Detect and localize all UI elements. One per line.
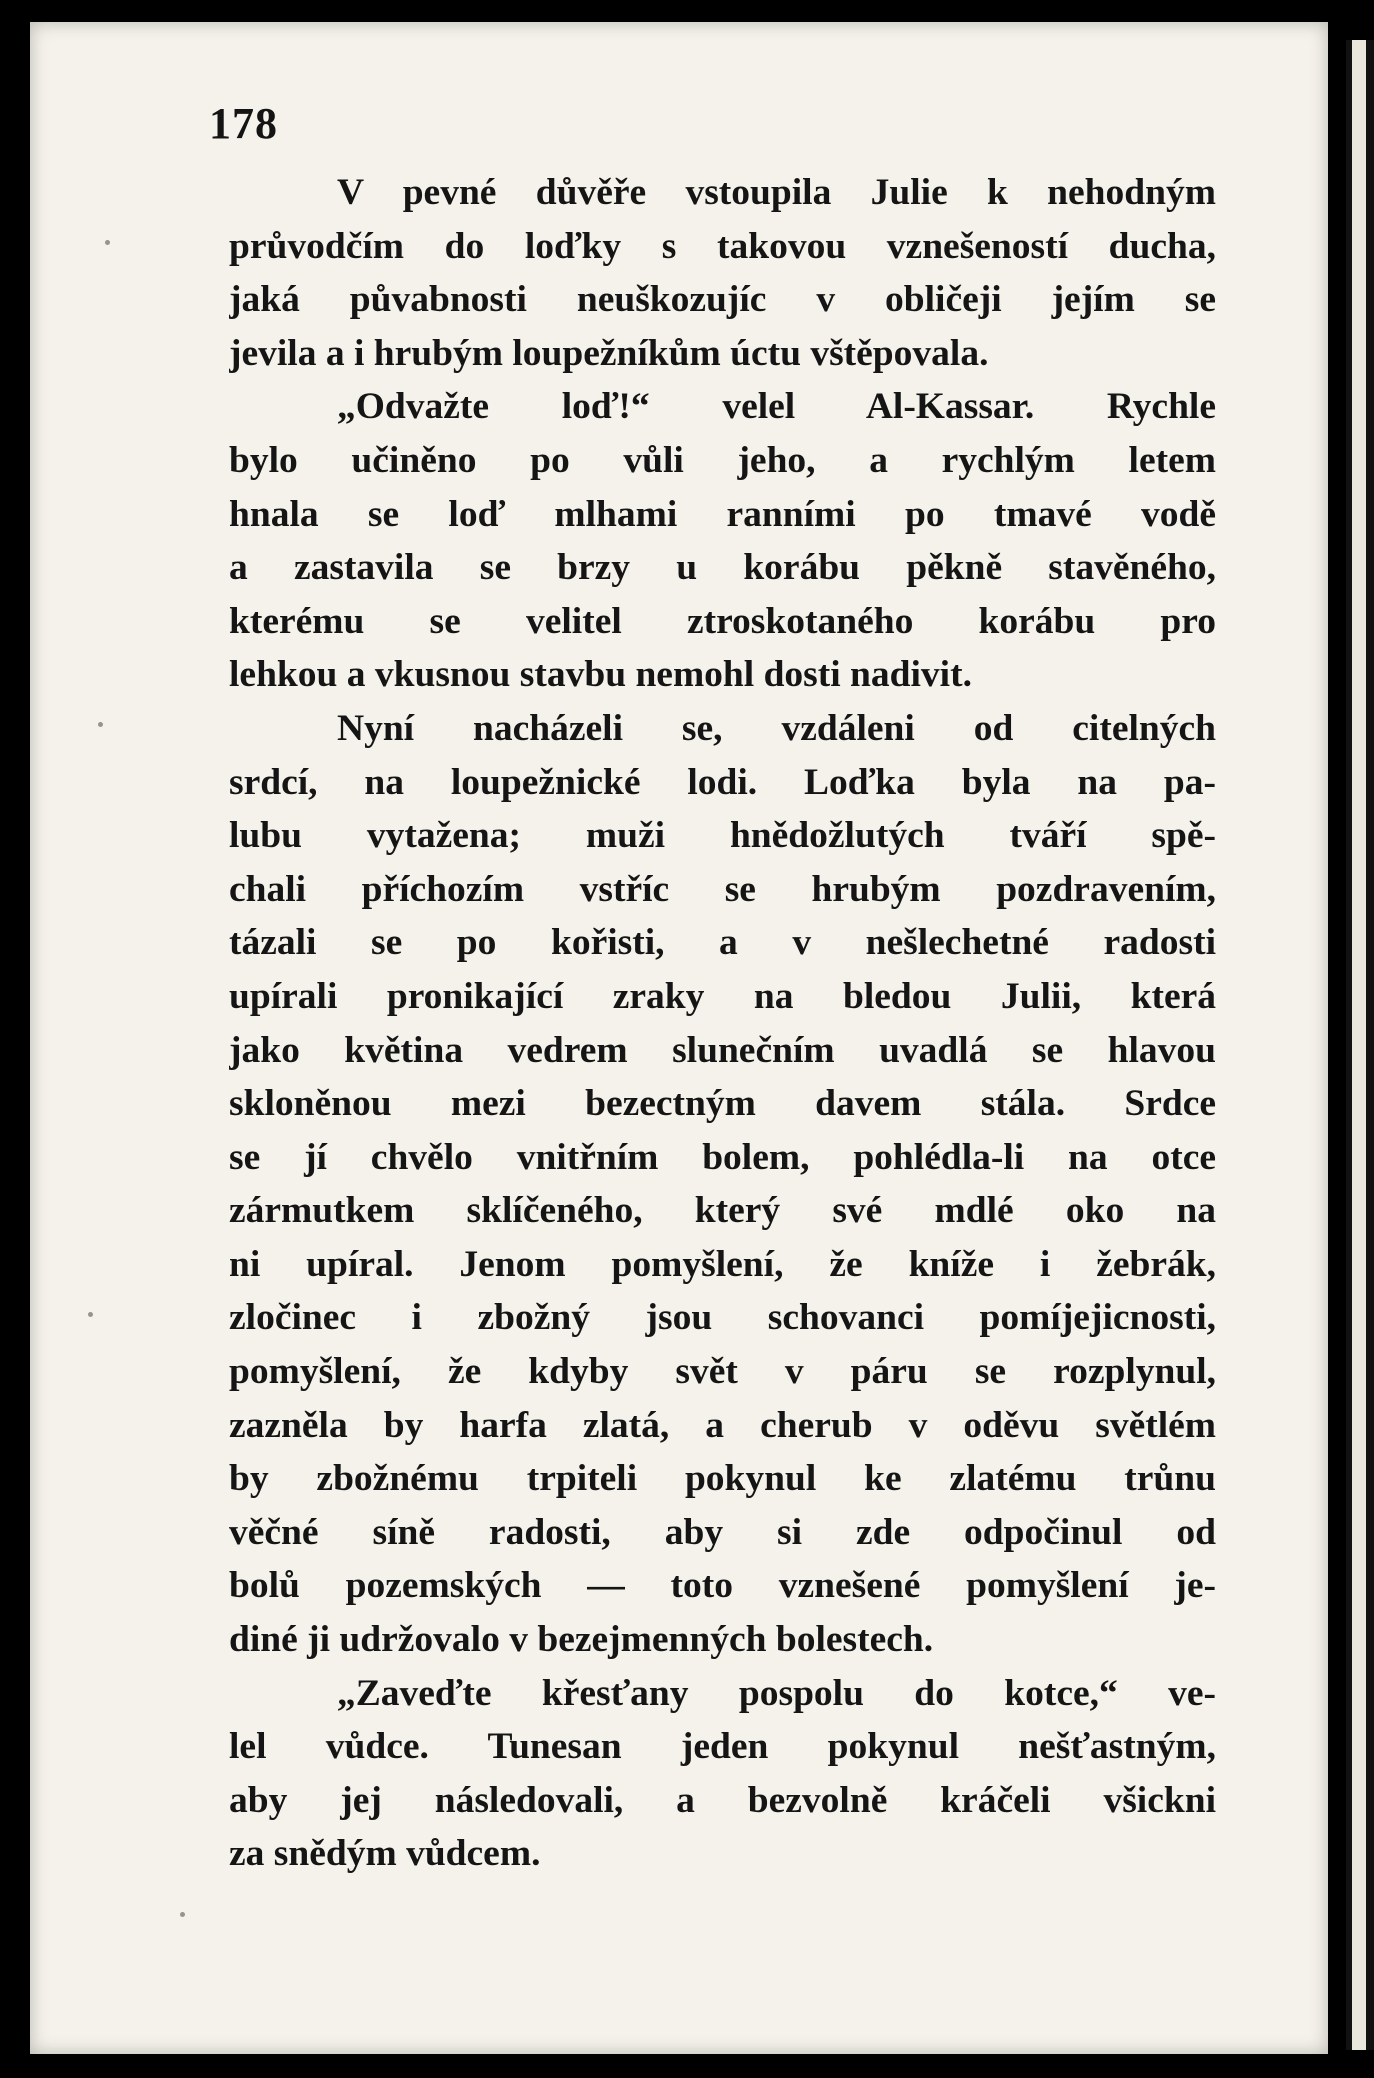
text-line: V pevné důvěře vstoupila Julie k nehodným bbox=[337, 172, 1216, 213]
sheet-edge bbox=[1352, 40, 1366, 2050]
adjacent-page-edge bbox=[1346, 40, 1374, 2050]
text-line: hnala se loď mlhami ranními po tmavé vodě bbox=[229, 493, 1216, 535]
paper-speck bbox=[105, 240, 110, 245]
text-line: zármutkem sklíčeného, který své mdlé oko na bbox=[229, 1190, 1216, 1232]
text-line: a zastavila se brzy u korábu pěkně stavěného, bbox=[229, 547, 1216, 589]
text-line: jevila a i hrubým loupežníkům úctu vštěpovala. bbox=[229, 332, 989, 374]
text-line: pomyšlení, že kdyby svět v páru se rozplynul, bbox=[229, 1351, 1216, 1393]
text-line: „Odvažte loď!“ velel Al-Kassar. Rychle bbox=[337, 386, 1216, 428]
text-line: chali příchozím vstříc se hrubým pozdravením, bbox=[229, 868, 1216, 910]
text-line: kterému se velitel ztroskotaného korábu pro bbox=[229, 600, 1216, 642]
text-line: lubu vytažena; muži hnědožlutých tváří spě- bbox=[229, 815, 1216, 857]
page-number: 178 bbox=[209, 99, 278, 148]
paper-speck bbox=[98, 722, 103, 727]
text-line: by zbožnému trpiteli pokynul ke zlatému trůnu bbox=[229, 1458, 1216, 1500]
text-line: aby jej následovali, a bezvolně kráčeli všickni bbox=[229, 1779, 1216, 1821]
text-line: věčné síně radosti, aby si zde odpočinul od bbox=[229, 1511, 1216, 1553]
text-line: bylo učiněno po vůli jeho, a rychlým letem bbox=[229, 439, 1216, 481]
text-line: skloněnou mezi bezectným davem stála. Srdce bbox=[229, 1083, 1216, 1125]
text-line: „Zaveďte křesťany pospolu do kotce,“ ve- bbox=[337, 1672, 1216, 1714]
text-line: Nyní nacházeli se, vzdáleni od citelných bbox=[337, 707, 1216, 749]
text-line: za snědým vůdcem. bbox=[229, 1833, 541, 1875]
paper-speck bbox=[88, 1312, 93, 1317]
text-line: srdcí, na loupežnické lodi. Loďka byla na pa- bbox=[229, 761, 1216, 803]
text-line: průvodčím do loďky s takovou vznešeností ducha, bbox=[229, 225, 1216, 267]
text-line: ni upíral. Jenom pomyšlení, že kníže i žebrák, bbox=[229, 1243, 1216, 1285]
text-line: zločinec i zbožný jsou schovanci pomíjejicnosti, bbox=[229, 1297, 1216, 1339]
text-line: lel vůdce. Tunesan jeden pokynul nešťastným, bbox=[229, 1726, 1216, 1768]
text-line: upírali pronikající zraky na bledou Julii, která bbox=[229, 975, 1216, 1017]
text-line: zazněla by harfa zlatá, a cherub v oděvu světlém bbox=[229, 1404, 1216, 1446]
paper-speck bbox=[180, 1912, 185, 1917]
text-line: tázali se po kořisti, a v nešlechetné radosti bbox=[229, 922, 1216, 964]
text-line: se jí chvělo vnitřním bolem, pohlédla-li na otce bbox=[229, 1136, 1216, 1178]
text-line: diné ji udržovalo v bezejmenných bolestech. bbox=[229, 1619, 934, 1661]
text-line: lehkou a vkusnou stavbu nemohl dosti nadivit. bbox=[229, 654, 972, 696]
text-line: jaká půvabnosti neuškozujíc v obličeji jejím se bbox=[229, 279, 1216, 321]
body-text bbox=[229, 166, 1216, 1881]
text-line: jako květina vedrem slunečním uvadlá se hlavou bbox=[229, 1029, 1216, 1071]
text-line: bolů pozemských — toto vznešené pomyšlení je- bbox=[229, 1565, 1216, 1607]
